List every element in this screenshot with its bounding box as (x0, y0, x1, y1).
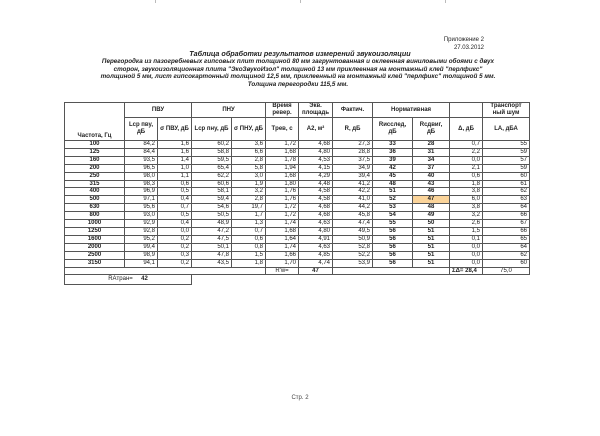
a2-header: A2, м² (299, 118, 333, 141)
sum-label: ΣΔ= (452, 267, 464, 274)
a2-cell: 4,63 (299, 220, 333, 228)
delta-spacer (450, 103, 483, 118)
r-issled-cell: 54 (373, 212, 413, 220)
table-row (65, 204, 530, 212)
table-row (65, 235, 530, 243)
sigma-pnu-cell: 1,7 (232, 212, 266, 220)
t-rev-cell: 1,74 (266, 243, 299, 251)
lcp-pvu-cell: 98,0 (125, 172, 158, 180)
t-rev-cell: 1,68 (266, 227, 299, 235)
delta-cell: 1,5 (450, 227, 483, 235)
la-cell: 62 (483, 188, 530, 196)
r-cell: 45,8 (333, 212, 373, 220)
la-total: 75,0 (483, 267, 530, 275)
description-line: толщиной 5 мм, лист гипсокартонный толщиной 12,5 мм, приклеенный на монтажный клей "перлфикс" толщиной 5 мм. (100, 73, 496, 80)
lcp-pnu-cell: 62,2 (192, 172, 232, 180)
la-cell: 57 (483, 156, 530, 164)
la-cell: 64 (483, 204, 530, 212)
ratran-cell (65, 275, 192, 285)
sigma-pvu-cell: 0,4 (158, 220, 192, 228)
lcp-pvu-cell: 95,6 (125, 204, 158, 212)
sigma-pnu-cell: 0,8 (232, 243, 266, 251)
sigma-pnu-header: σ ПНУ, дБ (232, 118, 266, 141)
table-row (65, 164, 530, 172)
reverb-header: Время ревер. (266, 103, 299, 118)
freq-cell: 100 (65, 141, 125, 149)
table-row (65, 148, 530, 156)
group-header-row (65, 103, 530, 118)
sigma-pnu-cell: 1,8 (232, 259, 266, 267)
freq-cell: 500 (65, 196, 125, 204)
r-sdvig-cell: 51 (413, 235, 450, 243)
lcp-pnu-cell: 65,4 (192, 164, 232, 172)
a2-cell: 4,68 (299, 204, 333, 212)
lcp-pvu-cell: 97,1 (125, 196, 158, 204)
freq-cell: 1250 (65, 227, 125, 235)
t-rev-cell: 1,66 (266, 251, 299, 259)
t-rev-cell: 1,68 (266, 148, 299, 156)
scan-mark (155, 0, 156, 3)
delta-cell: 2,6 (450, 220, 483, 228)
column-header-row (65, 118, 530, 141)
r-sdvig-cell: 43 (413, 180, 450, 188)
table-row (65, 188, 530, 196)
area-header: Экв. площадь (299, 103, 333, 118)
r-sdvig-cell: 37 (413, 164, 450, 172)
delta-cell: 3,8 (450, 204, 483, 212)
delta-cell: 0,7 (450, 141, 483, 149)
a2-cell: 4,74 (299, 259, 333, 267)
lcp-pvu-header: Lср пву, дБ (125, 118, 158, 141)
r-issled-cell: 56 (373, 235, 413, 243)
r-sdvig-cell: 51 (413, 259, 450, 267)
t-rev-cell: 1,70 (266, 259, 299, 267)
sigma-pvu-cell: 1,6 (158, 141, 192, 149)
r-cell: 49,5 (333, 227, 373, 235)
appendix-date: 27.03.2012 (453, 44, 484, 51)
lcp-pnu-cell: 58,8 (192, 148, 232, 156)
lcp-pnu-cell: 60,2 (192, 141, 232, 149)
sigma-pnu-cell: 0,7 (232, 227, 266, 235)
ratran-value: 42 (141, 276, 148, 283)
table-row (65, 141, 530, 149)
r-cell: 41,2 (333, 180, 373, 188)
a2-cell: 4,48 (299, 180, 333, 188)
lcp-pnu-cell: 50,1 (192, 243, 232, 251)
lcp-pnu-cell: 54,6 (192, 204, 232, 212)
sigma-pvu-cell: 0,6 (158, 180, 192, 188)
r-header: R, дБ (333, 118, 373, 141)
delta-cell: 0,0 (450, 156, 483, 164)
table-row (65, 180, 530, 188)
a2-cell: 4,80 (299, 148, 333, 156)
r-sdvig-cell: 48 (413, 204, 450, 212)
r-sdvig-cell: 51 (413, 227, 450, 235)
a2-cell: 4,91 (299, 235, 333, 243)
sigma-pnu-cell: 0,6 (232, 235, 266, 243)
lcp-pnu-cell: 60,6 (192, 180, 232, 188)
r-cell: 41,0 (333, 196, 373, 204)
sigma-pvu-cell: 0,7 (158, 204, 192, 212)
t-rev-cell: 1,76 (266, 196, 299, 204)
sigma-pvu-cell: 1,4 (158, 156, 192, 164)
la-header: LA, дБА (483, 118, 530, 141)
table-row (65, 156, 530, 164)
lcp-pnu-cell: 50,5 (192, 212, 232, 220)
r-cell: 37,5 (333, 156, 373, 164)
r-sdvig-cell: 51 (413, 243, 450, 251)
scan-mark (445, 0, 446, 3)
lcp-pnu-cell: 58,1 (192, 188, 232, 196)
table-body (65, 141, 530, 268)
freq-cell: 200 (65, 164, 125, 172)
la-cell: 66 (483, 212, 530, 220)
r-issled-header: Rисслед, дБ (373, 118, 413, 141)
delta-cell: 0,1 (450, 235, 483, 243)
r-issled-cell: 52 (373, 196, 413, 204)
sum-value: 28,4 (465, 267, 477, 274)
lcp-pvu-cell: 96,5 (125, 164, 158, 172)
pnu-header: ПНУ (192, 103, 266, 118)
sigma-pnu-cell: 1,5 (232, 251, 266, 259)
delta-cell: 2,2 (450, 148, 483, 156)
r-issled-cell: 56 (373, 259, 413, 267)
description (66, 58, 530, 88)
freq-cell: 160 (65, 156, 125, 164)
lcp-pvu-cell: 98,3 (125, 180, 158, 188)
t-rev-cell: 1,76 (266, 188, 299, 196)
r-cell: 28,8 (333, 148, 373, 156)
r-sdvig-cell: 31 (413, 148, 450, 156)
r-issled-cell: 42 (373, 164, 413, 172)
lcp-pnu-cell: 47,8 (192, 251, 232, 259)
lcp-pvu-cell: 93,0 (125, 212, 158, 220)
scan-mark (300, 0, 301, 3)
sigma-pnu-cell: 2,8 (232, 196, 266, 204)
delta-cell: 3,8 (450, 188, 483, 196)
delta-header: Δ, дБ (450, 118, 483, 141)
delta-cell: 2,1 (450, 164, 483, 172)
delta-cell: 3,2 (450, 212, 483, 220)
sigma-pvu-cell: 0,2 (158, 235, 192, 243)
freq-cell: 400 (65, 188, 125, 196)
freq-header: Частота, Гц (65, 103, 125, 141)
r-cell: 52,8 (333, 243, 373, 251)
la-cell: 59 (483, 164, 530, 172)
ratran-label: RAтран= (108, 276, 133, 283)
a2-cell: 4,58 (299, 188, 333, 196)
a2-cell: 4,29 (299, 172, 333, 180)
freq-cell: 2500 (65, 251, 125, 259)
r-issled-cell: 53 (373, 204, 413, 212)
lcp-pnu-cell: 59,5 (192, 156, 232, 164)
lcp-pvu-cell: 84,2 (125, 141, 158, 149)
sigma-pnu-cell: 3,0 (232, 172, 266, 180)
delta-cell: 0,0 (450, 251, 483, 259)
r-issled-cell: 39 (373, 156, 413, 164)
r-cell: 42,2 (333, 188, 373, 196)
delta-cell: 0,6 (450, 172, 483, 180)
appendix-label: Приложение 2 (443, 37, 484, 43)
sigma-pvu-cell: 1,0 (158, 164, 192, 172)
table-row (65, 172, 530, 180)
freq-cell: 250 (65, 172, 125, 180)
la-cell: 62 (483, 251, 530, 259)
sigma-pvu-header: σ ПВУ, дБ (158, 118, 192, 141)
freq-cell: 630 (65, 204, 125, 212)
la-cell: 60 (483, 259, 530, 267)
sum-delta-cell (450, 267, 483, 275)
delta-cell: 6,0 (450, 196, 483, 204)
a2-cell: 4,80 (299, 227, 333, 235)
page-number: Стр. 2 (291, 395, 309, 401)
lcp-pnu-cell: 47,2 (192, 227, 232, 235)
pvu-header: ПВУ (125, 103, 192, 118)
description-line: Перегородка из пазогребневых гипсовых плит толщиной 80 мм загрунтованная и оклеенная виниловыми обоями с двух (101, 58, 495, 65)
r-issled-cell: 55 (373, 220, 413, 228)
r-sdvig-cell: 47 (413, 196, 450, 204)
lcp-pnu-header: Lср пну, дБ (192, 118, 232, 141)
t-rev-cell: 1,72 (266, 141, 299, 149)
lcp-pvu-cell: 92,9 (125, 220, 158, 228)
sigma-pnu-cell: 5,8 (232, 164, 266, 172)
description-line: Толщина перегородки 115,5 мм. (247, 80, 349, 88)
t-rev-cell: 1,80 (266, 180, 299, 188)
r-issled-cell: 56 (373, 243, 413, 251)
page-title: Таблица обработки результатов измерений звукоизоляции (189, 49, 411, 58)
a2-cell: 4,15 (299, 164, 333, 172)
table-row (65, 259, 530, 267)
a2-cell: 4,68 (299, 141, 333, 149)
la-cell: 63 (483, 196, 530, 204)
r-cell: 39,4 (333, 172, 373, 180)
sigma-pvu-cell: 0,2 (158, 259, 192, 267)
lcp-pnu-cell: 59,4 (192, 196, 232, 204)
a2-cell: 4,68 (299, 212, 333, 220)
r-sdvig-cell: 50 (413, 220, 450, 228)
t-rev-cell: 1,72 (266, 204, 299, 212)
t-rev-header: Tрев, с (266, 118, 299, 141)
delta-cell: 1,8 (450, 180, 483, 188)
sigma-pvu-cell: 1,6 (158, 148, 192, 156)
t-rev-cell: 1,78 (266, 156, 299, 164)
a2-cell: 4,63 (299, 243, 333, 251)
a2-cell: 4,58 (299, 196, 333, 204)
lcp-pnu-cell: 47,5 (192, 235, 232, 243)
sigma-pnu-cell: 1,3 (232, 220, 266, 228)
r-issled-cell: 51 (373, 188, 413, 196)
r-cell: 53,9 (333, 259, 373, 267)
description-line: сторон, звукоизоляционная плита "ЭкоЗвукоИзол" толщиной 13 мм приклеенная на монтажный клей "перлфикс" (113, 65, 483, 73)
freq-cell: 125 (65, 148, 125, 156)
t-rev-cell: 1,72 (266, 212, 299, 220)
t-rev-cell: 1,74 (266, 220, 299, 228)
la-cell: 64 (483, 243, 530, 251)
freq-cell: 315 (65, 180, 125, 188)
la-cell: 61 (483, 180, 530, 188)
freq-cell: 800 (65, 212, 125, 220)
lcp-pvu-cell: 95,2 (125, 235, 158, 243)
sigma-pvu-cell: 0,0 (158, 227, 192, 235)
la-cell: 65 (483, 235, 530, 243)
summary-spacer (65, 267, 266, 275)
sigma-pnu-cell: 3,6 (232, 141, 266, 149)
la-cell: 66 (483, 227, 530, 235)
sigma-pvu-cell: 1,1 (158, 172, 192, 180)
measurement-table (64, 102, 530, 285)
r-sdvig-cell: 49 (413, 212, 450, 220)
lcp-pnu-cell: 48,9 (192, 220, 232, 228)
r-issled-cell: 56 (373, 227, 413, 235)
la-cell: 59 (483, 148, 530, 156)
sigma-pnu-cell: 2,8 (232, 156, 266, 164)
sigma-pnu-cell: 19,7 (232, 204, 266, 212)
lcp-pvu-cell: 96,9 (125, 188, 158, 196)
lcp-pvu-cell: 98,9 (125, 251, 158, 259)
lcp-pvu-cell: 99,4 (125, 243, 158, 251)
table-row (65, 251, 530, 259)
lcp-pvu-cell: 93,5 (125, 156, 158, 164)
delta-cell: 0,0 (450, 259, 483, 267)
delta-cell: 0,0 (450, 243, 483, 251)
r-issled-cell: 45 (373, 172, 413, 180)
sigma-pvu-cell: 0,3 (158, 251, 192, 259)
r-sdvig-cell: 46 (413, 188, 450, 196)
sigma-pvu-cell: 0,5 (158, 212, 192, 220)
r-cell: 34,9 (333, 164, 373, 172)
freq-cell: 2000 (65, 243, 125, 251)
table-row (65, 196, 530, 204)
r-sdvig-cell: 40 (413, 172, 450, 180)
r-cell: 52,2 (333, 251, 373, 259)
lcp-pvu-cell: 92,8 (125, 227, 158, 235)
r-cell: 50,9 (333, 235, 373, 243)
sigma-pvu-cell: 0,4 (158, 196, 192, 204)
summary-spacer (333, 267, 450, 275)
freq-cell: 1000 (65, 220, 125, 228)
lcp-pvu-cell: 84,4 (125, 148, 158, 156)
r-sdvig-header: Rсдвиг, дБ (413, 118, 450, 141)
la-cell: 60 (483, 172, 530, 180)
rw-value: 47 (299, 267, 333, 275)
rw-label: R'w= (266, 267, 299, 275)
freq-cell: 3150 (65, 259, 125, 267)
la-cell: 55 (483, 141, 530, 149)
ratran-row (65, 275, 530, 285)
freq-cell: 1600 (65, 235, 125, 243)
r-issled-cell: 48 (373, 180, 413, 188)
t-rev-cell: 1,94 (266, 164, 299, 172)
lcp-pvu-cell: 94,1 (125, 259, 158, 267)
sigma-pvu-cell: 0,5 (158, 188, 192, 196)
table-row (65, 243, 530, 251)
a2-cell: 4,85 (299, 251, 333, 259)
actual-header: Фактич. (333, 103, 373, 118)
r-cell: 47,4 (333, 220, 373, 228)
sigma-pnu-cell: 6,6 (232, 148, 266, 156)
r-issled-cell: 36 (373, 148, 413, 156)
a2-cell: 4,53 (299, 156, 333, 164)
normative-header: Нормативная (373, 103, 450, 118)
r-issled-cell: 56 (373, 251, 413, 259)
r-cell: 44,2 (333, 204, 373, 212)
r-cell: 27,3 (333, 141, 373, 149)
r-sdvig-cell: 51 (413, 251, 450, 259)
sigma-pnu-cell: 1,9 (232, 180, 266, 188)
table-row (65, 220, 530, 228)
sigma-pnu-cell: 3,2 (232, 188, 266, 196)
la-cell: 67 (483, 220, 530, 228)
transport-header: Транспорт ный шум (483, 103, 530, 118)
table-row (65, 227, 530, 235)
summary-row (65, 267, 530, 275)
t-rev-cell: 1,64 (266, 235, 299, 243)
r-sdvig-cell: 34 (413, 156, 450, 164)
sigma-pvu-cell: 0,2 (158, 243, 192, 251)
r-issled-cell: 33 (373, 141, 413, 149)
table-row (65, 212, 530, 220)
t-rev-cell: 1,68 (266, 172, 299, 180)
lcp-pnu-cell: 43,5 (192, 259, 232, 267)
r-sdvig-cell: 28 (413, 141, 450, 149)
